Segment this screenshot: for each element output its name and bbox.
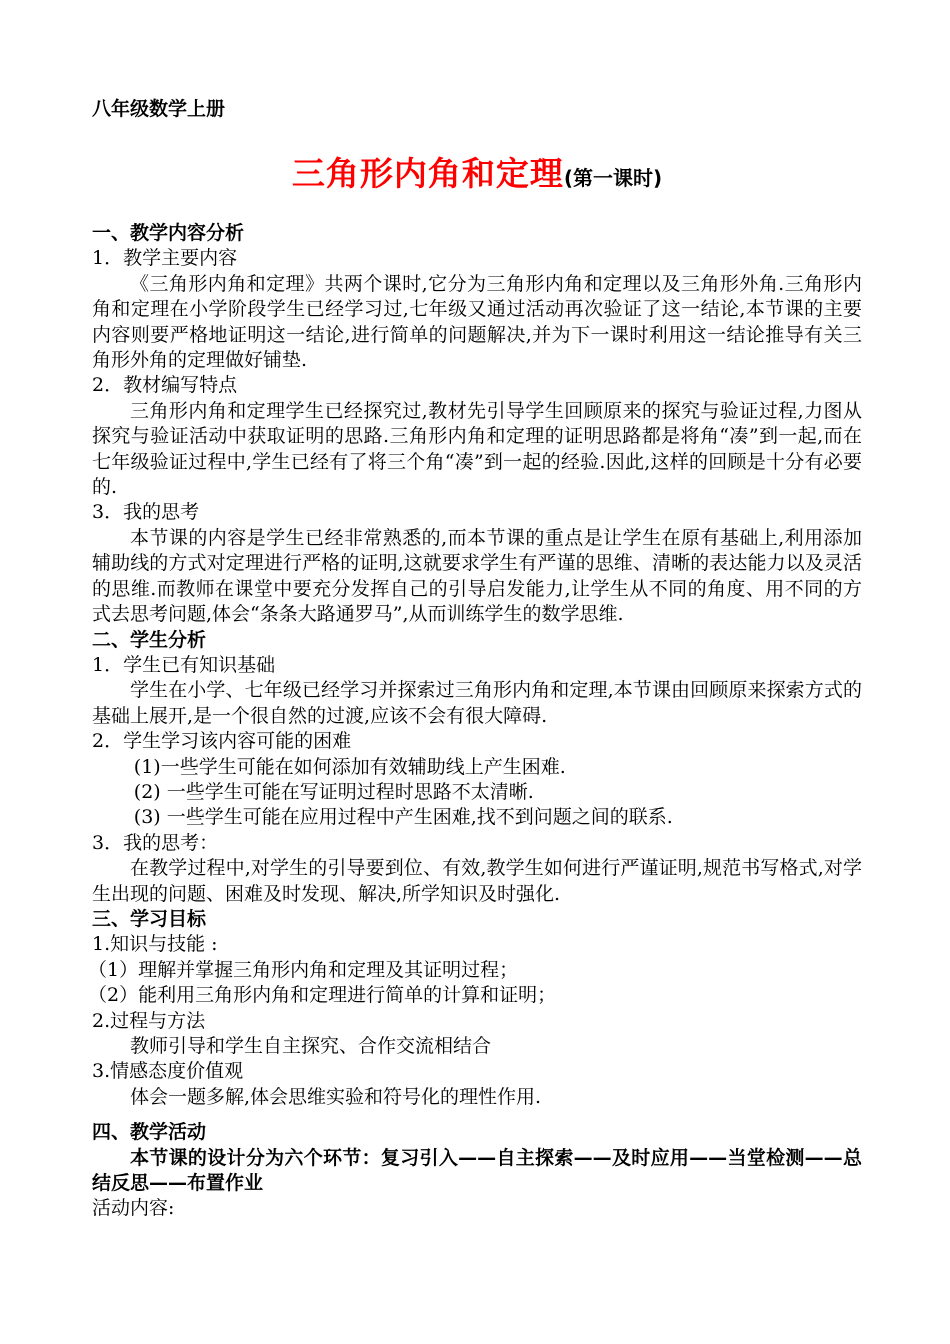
list-item: (3) 一些学生可能在应用过程中产生困难,找不到问题之间的联系. xyxy=(133,806,673,829)
paragraph: 教师引导和学生自主探究、合作交流相结合 xyxy=(130,1035,492,1057)
activity-label: 活动内容: xyxy=(92,1197,175,1220)
page-title xyxy=(92,154,862,199)
title-main: 三角形内角和定理 xyxy=(291,154,564,193)
item-title: 1．教学主要内容 xyxy=(92,247,238,270)
list-item: （2）能利用三角形内角和定理进行简单的计算和证明； xyxy=(88,984,557,1007)
item-title: 3．我的思考 xyxy=(92,501,200,524)
paragraph: 本节课的内容是学生已经非常熟悉的,而本节课的重点是让学生在原有基础上,利用添加辅助线的方式对定理进行严格的证明,这就要求学生有严谨的思维、清晰的表达能力以及灵活的思维.而教师在课堂中要充分发挥自己的引导启发能力,让学生从不同的角度、用不同的方式去思考问题,体会“条条大路通罗马”,从而训练学生的数学思维. xyxy=(92,526,862,626)
item-title: 2.过程与方法 xyxy=(92,1009,206,1032)
list-item: (1)一些学生可能在如何添加有效辅助线上产生困难. xyxy=(133,755,566,778)
paragraph: 《三角形内角和定理》共两个课时,它分为三角形内角和定理以及三角形外角.三角形内角和定理在小学阶段学生已经学习过,七年级又通过活动再次验证了这一结论,本节课的主要内容则要严格地证明这一结论,进行简单的问题解决,并为下一课时利用这一结论推导有关三角形外角的定理做好铺垫. xyxy=(92,272,862,372)
paragraph: 在教学过程中,对学生的引导要到位、有效,教学生如何进行严谨证明,规范书写格式,对学生出现的问题、困难及时发现、解决,所学知识及时强化. xyxy=(92,857,862,905)
item-title: 2．教材编写特点 xyxy=(92,374,238,397)
section-heading-content-analysis: 一、教学内容分析 xyxy=(92,222,245,244)
paragraph-bold: 本节课的设计分为六个环节：复习引入——自主探索——及时应用——当堂检测——总结反思——布置作业 xyxy=(92,1146,862,1195)
item-title: 3．我的思考： xyxy=(92,831,219,854)
paragraph: 学生在小学、七年级已经学习并探索过三角形内角和定理,本节课由回顾原来探索方式的基础上展开,是一个很自然的过渡,应该不会有很大障碍. xyxy=(92,679,862,727)
item-title: 2．学生学习该内容可能的困难 xyxy=(92,730,352,753)
section-heading-learning-goals: 三、学习目标 xyxy=(92,907,207,930)
list-item: （1）理解并掌握三角形内角和定理及其证明过程； xyxy=(88,958,519,981)
section-heading-student-analysis: 二、学生分析 xyxy=(92,628,207,651)
list-item: (2) 一些学生可能在写证明过程时思路不太清晰. xyxy=(133,780,534,803)
paragraph: 三角形内角和定理学生已经探究过,教材先引导学生回顾原来的探究与验证过程,力图从探究与验证活动中获取证明的思路.三角形内角和定理的证明思路都是将角“凑”到一起,而在七年级验证过程中,学生已经有了将三个角“凑”到一起的经验.因此,这样的回顾是十分有必要的. xyxy=(92,399,862,499)
title-sub: (第一课时) xyxy=(563,166,663,190)
item-title: 3.情感态度价值观 xyxy=(92,1060,244,1083)
grade-label: 八年级数学上册 xyxy=(92,98,226,120)
document-page xyxy=(88,96,862,1222)
item-title: 1.知识与技能 : xyxy=(92,933,218,956)
section-heading-teaching-activities: 四、教学活动 xyxy=(92,1121,207,1144)
paragraph: 体会一题多解,体会思维实验和符号化的理性作用. xyxy=(130,1085,542,1108)
item-title: 1．学生已有知识基础 xyxy=(92,653,276,676)
